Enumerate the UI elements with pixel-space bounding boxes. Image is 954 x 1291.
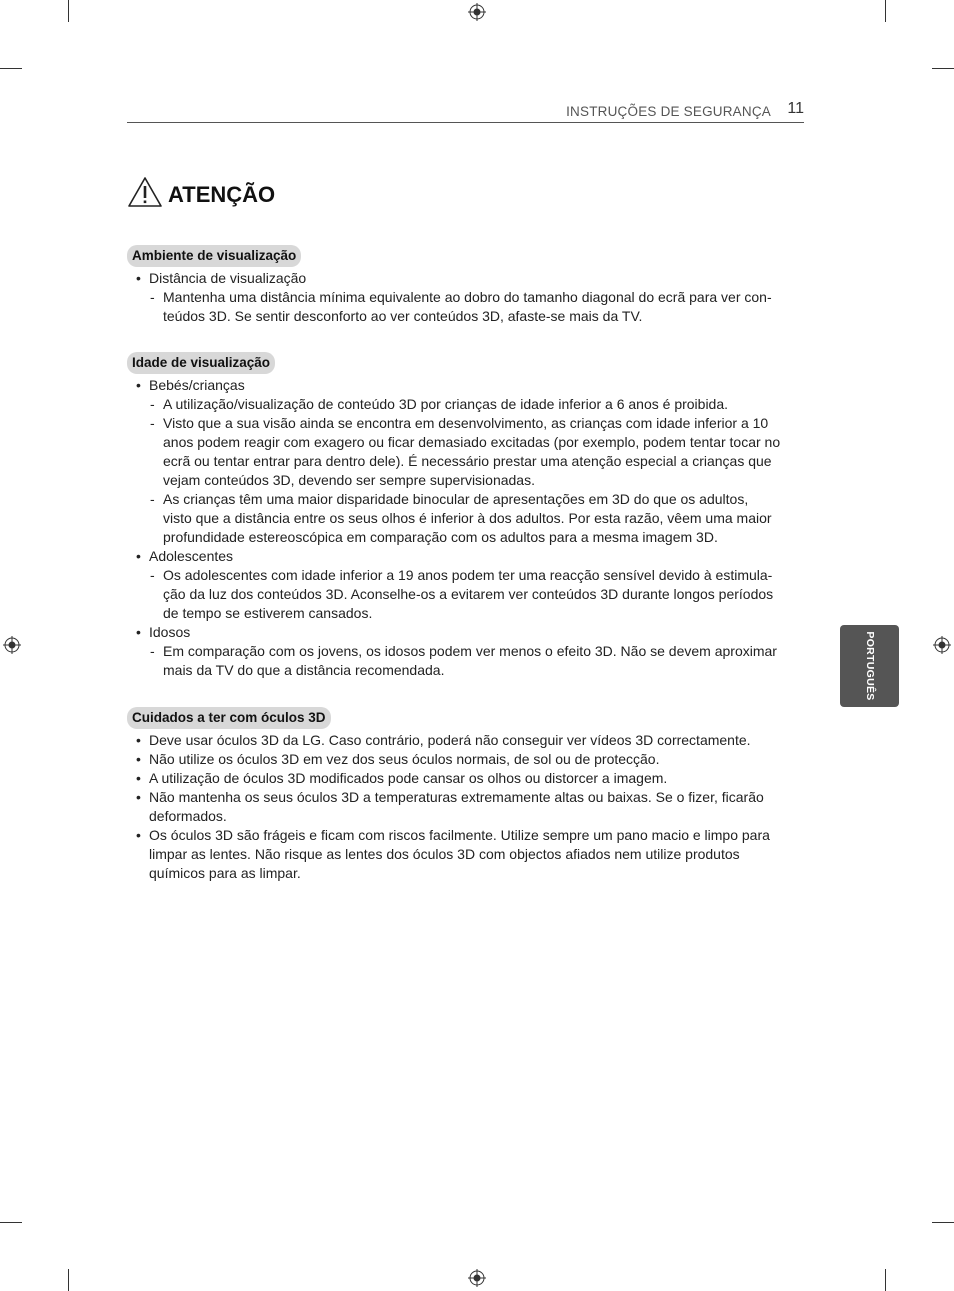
dash-item-text: visto que a distância entre os seus olhos é inferior à dos adultos. Por esta razão, vêem uma maior xyxy=(163,510,772,526)
bullet-marker: • xyxy=(136,270,141,286)
dash-item-text: Mantenha uma distância mínima equivalente ao dobro do tamanho diagonal do ecrã para ver con- xyxy=(163,289,772,305)
bullet-marker: • xyxy=(136,770,141,786)
dash-item-text: ção da luz dos conteúdos 3D. Aconselhe-os a evitarem ver conteúdos 3D durante longos períodos xyxy=(163,586,774,602)
bullet-text: Deve usar óculos 3D da LG. Caso contrário, poderá não conseguir ver vídeos 3D correctamente. xyxy=(149,732,751,748)
section-label: Idade de visualização xyxy=(127,352,275,374)
dash-marker: - xyxy=(150,289,155,305)
bullet-text: Adolescentes xyxy=(149,548,234,564)
bullet-text: A utilização de óculos 3D modificados pode cansar os olhos ou distorcer a imagem. xyxy=(149,770,668,786)
registration-mark-icon xyxy=(468,1269,486,1287)
dash-item-text: mais da TV do que a distância recomendada. xyxy=(163,662,445,678)
bullet-text: Os óculos 3D são frágeis e ficam com riscos facilmente. Utilize sempre um pano macio e limpo para xyxy=(149,827,770,843)
dash-item-text: A utilização/visualização de conteúdo 3D por crianças de idade inferior a 6 anos é proibida. xyxy=(163,396,729,412)
crop-mark xyxy=(68,1269,69,1291)
bullet-marker: • xyxy=(136,732,141,748)
dash-item-text: As crianças têm uma maior disparidade binocular de apresentações em 3D do que os adultos, xyxy=(163,491,749,507)
bullet-marker: • xyxy=(136,377,141,393)
warning-triangle-icon xyxy=(127,176,163,208)
dash-marker: - xyxy=(150,567,155,583)
bullet-marker: • xyxy=(136,827,141,843)
bullet-text: químicos para as limpar. xyxy=(149,865,301,881)
bullet-marker: • xyxy=(136,789,141,805)
dash-item-text: teúdos 3D. Se sentir desconforto ao ver conteúdos 3D, afaste-se mais da TV. xyxy=(163,308,643,324)
page-heading xyxy=(127,176,275,208)
bullet-text: deformados. xyxy=(149,808,227,824)
language-tab-label: PORTUGUÊS xyxy=(863,631,876,701)
crop-mark xyxy=(932,1222,954,1223)
dash-item-text: ecrã ou tentar entrar para dentro dele). É necessário prestar uma atenção especial a crianças que xyxy=(163,453,772,469)
dash-item-text: vejam conteúdos 3D, devendo ser sempre supervisionadas. xyxy=(163,472,535,488)
section-label: Cuidados a ter com óculos 3D xyxy=(127,707,331,729)
dash-marker: - xyxy=(150,415,155,431)
crop-mark xyxy=(0,1222,22,1223)
section-label: Ambiente de visualização xyxy=(127,245,301,267)
bullet-marker: • xyxy=(136,751,141,767)
crop-mark xyxy=(68,0,69,22)
dash-item-text: Visto que a sua visão ainda se encontra em desenvolvimento, as crianças com idade inferior a 10 xyxy=(163,415,769,431)
header-title: INSTRUÇÕES DE SEGURANÇA xyxy=(566,104,771,119)
dash-marker: - xyxy=(150,643,155,659)
bullet-text: Idosos xyxy=(149,624,191,640)
dash-marker: - xyxy=(150,491,155,507)
bullet-text: Distância de visualização xyxy=(149,270,307,286)
dash-item-text: Os adolescentes com idade inferior a 19 anos podem ter uma reacção sensível devido à estimula- xyxy=(163,567,773,583)
dash-item-text: Em comparação com os jovens, os idosos podem ver menos o efeito 3D. Não se devem aproximar xyxy=(163,643,777,659)
bullet-text: limpar as lentes. Não risque as lentes dos óculos 3D com objectos afiados nem utilize produtos xyxy=(149,846,740,862)
dash-item-text: de tempo se estiverem cansados. xyxy=(163,605,373,621)
crop-mark xyxy=(0,68,22,69)
bullet-marker: • xyxy=(136,624,141,640)
page-number: 11 xyxy=(787,100,804,117)
page-header xyxy=(127,100,804,123)
registration-mark-icon xyxy=(3,636,21,654)
dash-item-text: anos podem reagir com exagero ou ficar demasiado excitadas (por exemplo, podem tentar tocar no xyxy=(163,434,781,450)
registration-mark-icon xyxy=(933,636,951,654)
bullet-marker: • xyxy=(136,548,141,564)
bullet-text: Não mantenha os seus óculos 3D a temperaturas extremamente altas ou baixas. Se o fizer, ficarão xyxy=(149,789,764,805)
crop-mark xyxy=(885,0,886,22)
dash-marker: - xyxy=(150,396,155,412)
bullet-text: Bebés/crianças xyxy=(149,377,245,393)
dash-item-text: profundidade estereoscópica em comparação com os adultos para a mesma imagem 3D. xyxy=(163,529,718,545)
crop-mark xyxy=(932,68,954,69)
crop-mark xyxy=(885,1269,886,1291)
language-tab xyxy=(840,625,899,707)
page-title: ATENÇÃO xyxy=(168,182,276,207)
registration-mark-icon xyxy=(468,3,486,21)
bullet-text: Não utilize os óculos 3D em vez dos seus óculos normais, de sol ou de protecção. xyxy=(149,751,660,767)
